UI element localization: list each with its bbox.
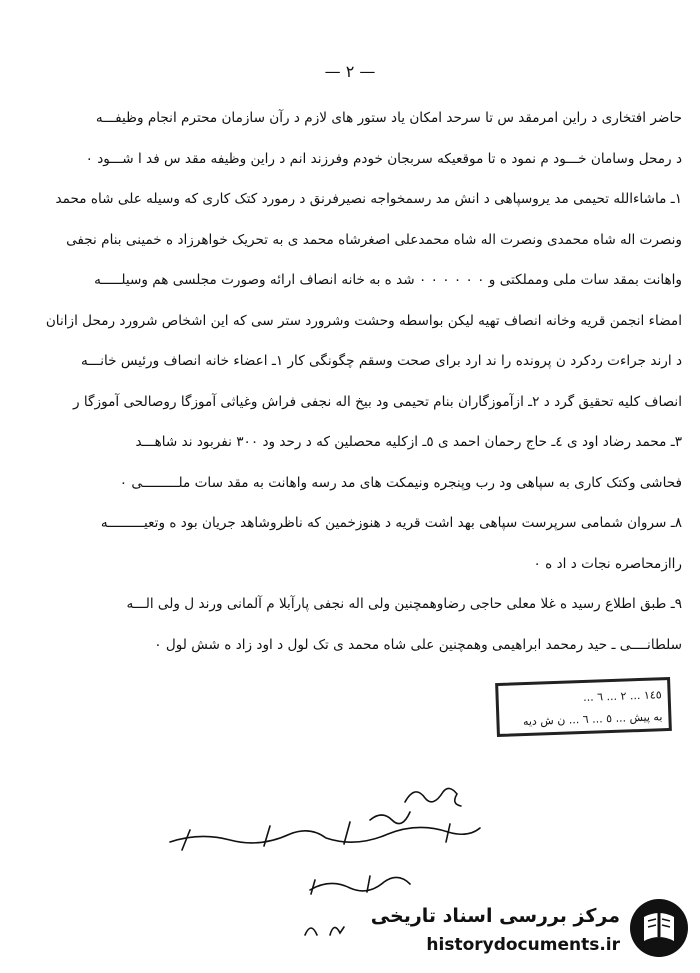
- page-number: — ٢ —: [324, 62, 376, 81]
- text-line-10: فحاشی وکتک کاری به سپاهی ود رب وپنجره ونیمکت های مد رسه واهانت به مقد سات ملـــــــــی ٠: [119, 474, 682, 491]
- text-line-11: ٨ـ سروان شمامی سرپرست سپاهی بهد اشت قریه د هنوزخمین که ناظروشاهد جریان بود ه وتعیـــــــــه: [100, 515, 682, 531]
- archive-watermark: [370, 895, 690, 965]
- text-line-8: انصاف کلیه تحقیق گرد د ٢ـ ازآموزگاران بنام تحیمی ود بیخ اله نجفی فراش وغیاثی آموزگا روصالحی آموزگا ر: [73, 393, 682, 410]
- text-line-1: حاضر افتخاری د راین امرمقد س تا سرحد امکان یاد ستور های لازم د رآن سازمان محترم انجام وظیفـــه: [95, 110, 682, 126]
- text-line-5: واهانت بمقد سات ملی ومملکتی و ٠ ٠ ٠ ٠ ٠ ٠ شد ه به خانه انصاف ارائه وصورت مجلسی هم وسیلـــــه: [94, 272, 682, 288]
- text-line-12: راازمحاصره نجات د اد ه ٠: [533, 555, 682, 572]
- text-line-14: سلطانــــی ـ حید رمحمد ابراهیمی وهمچنین علی شاه محمد ی تک لول د اود زاد ه شش لول ٠: [154, 636, 682, 653]
- watermark-title: مرکز بررسی اسناد تاریخی: [370, 905, 620, 927]
- text-line-7: د ارند جراءت ردکرد ن پرونده را ند ارد برای صحت وسقم چگونگی کار ١ـ اعضاء خانه انصاف ورئیس خانـــه: [80, 353, 682, 369]
- archive-logo-icon: [628, 897, 690, 959]
- text-line-2: د رمحل وسامان خـــود م نمود ه تا موقعیکه سربجان خودم وفرزند انم د راین وظیفه مقد س فد ا شـــود ٠: [85, 150, 682, 167]
- text-line-9: ٣ـ محمد رضاد اود ی ٤ـ حاج رحمان احمد ی ٥ـ ازکلیه محصلین که د رحد ود ٣٠٠ نفربود ند شاهـــد: [135, 434, 682, 450]
- text-line-6: امضاء انجمن قریه وخانه انصاف تهیه لیکن بواسطه وحشت وشرورد ستر سی که این اشخاص شرورد رمحل ازانان: [45, 312, 682, 329]
- watermark-url: historydocuments.ir: [426, 935, 620, 955]
- stamp-line-1: ١٤٥ ... ٢ ... ٦ ...: [582, 688, 662, 705]
- text-line-3: ١ـ ماشاءالله تحیمی مد یروسپاهی د انش مد رسمخواجه نصیرفرنق د رمورد کتک کاری که وسیله علی شاه محمد: [55, 191, 682, 207]
- text-line-13: ٩ـ طبق اطلاع رسید ه غلا معلی حاجی رضاوهمچنین ولی اله نجفی پارآبلا م آلمانی ورند ل ولی الـــه: [126, 596, 682, 612]
- archive-stamp: [495, 677, 672, 737]
- document-body: [22, 98, 682, 665]
- stamp-line-2: به پیش ... ٥ ... ٦ ... ن ش دیه: [522, 710, 663, 729]
- text-line-4: ونصرت اله شاه محمدی ونصرت اله شاه محمدعلی اصغرشاه محمد ی به تحریک خواهرزاد ه خمینی بنام نجفی: [66, 231, 682, 248]
